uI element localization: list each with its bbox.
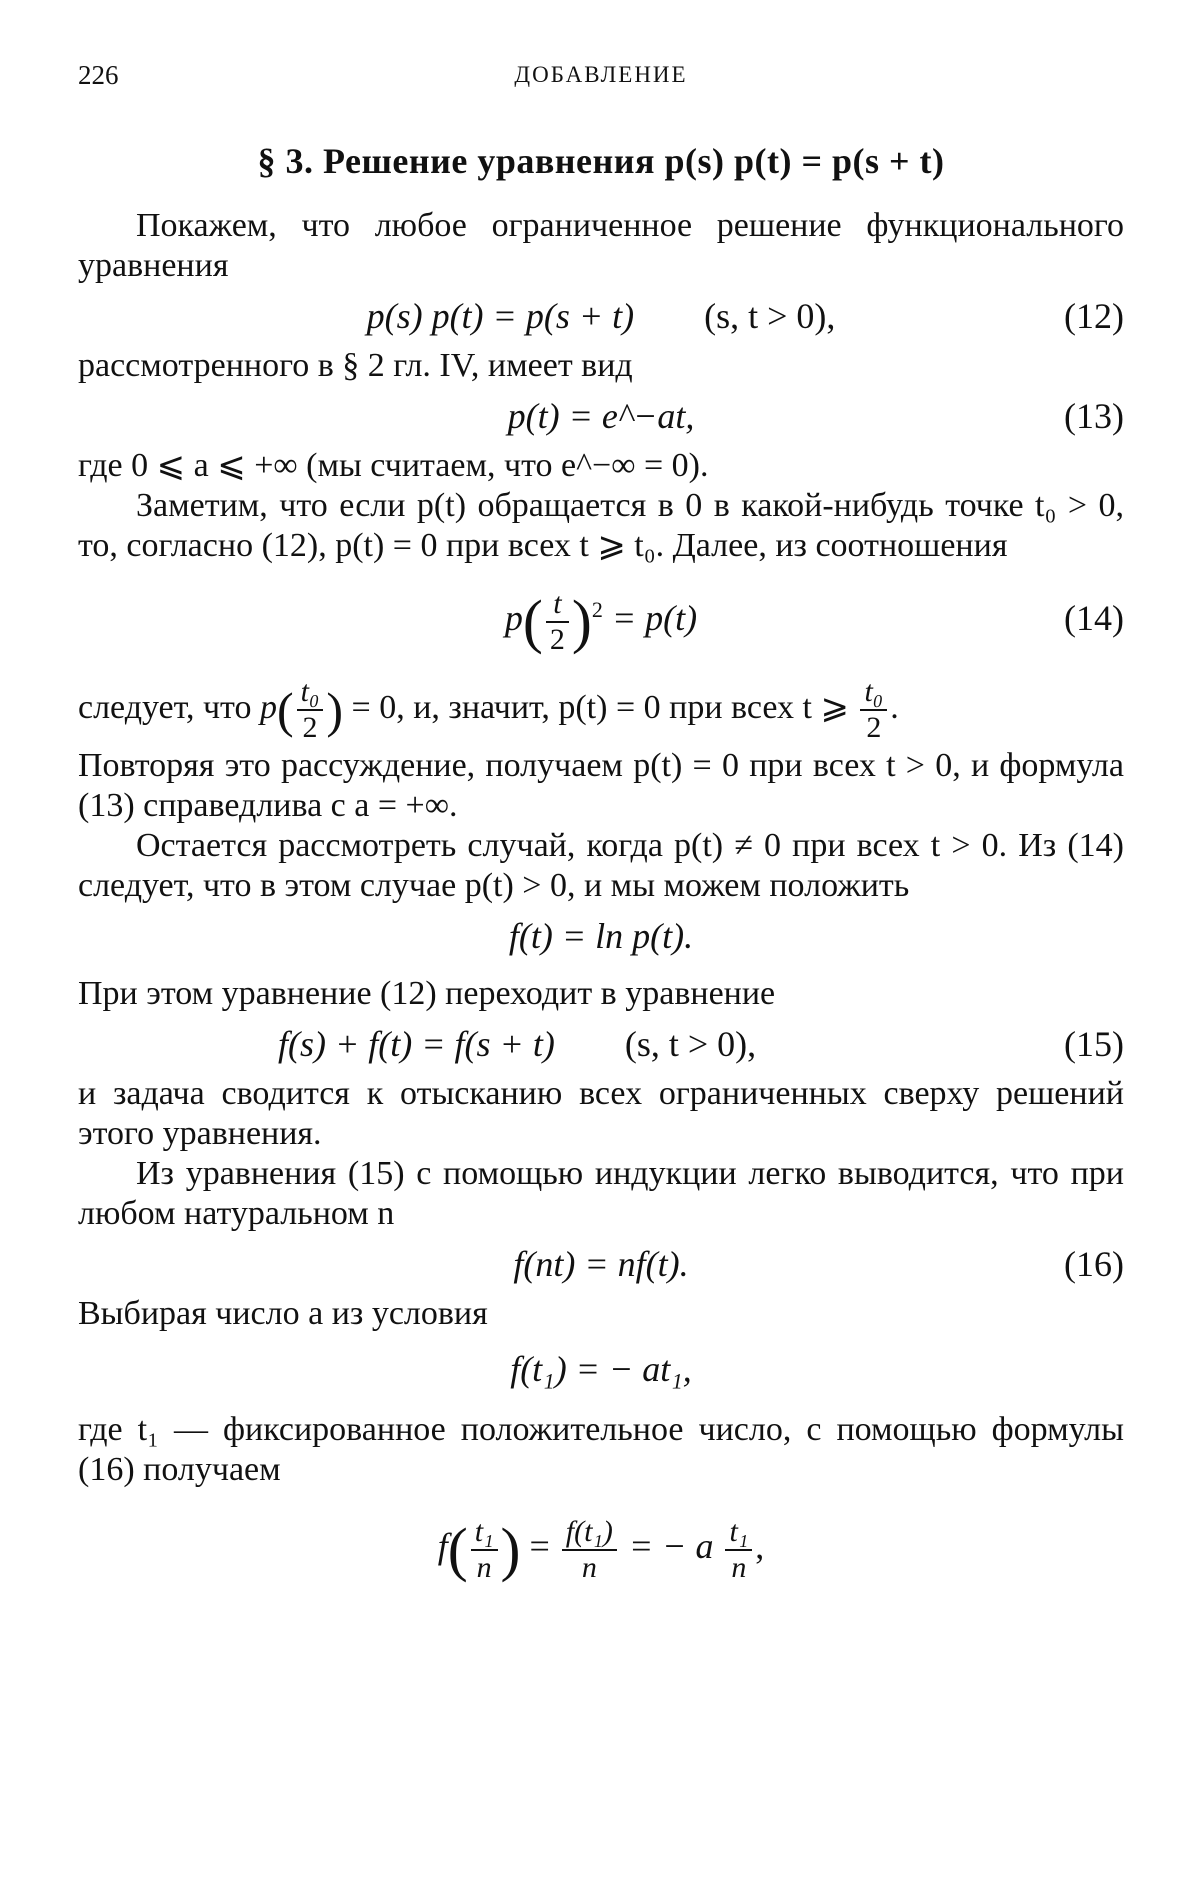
page-header — [78, 52, 1124, 96]
equation-lhs: p — [504, 598, 523, 638]
fraction: $\frac{\text{t₁}}{n}$ — [725, 1515, 752, 1585]
equation-number: (16) — [1064, 1244, 1124, 1284]
paragraph: рассмотренного в § 2 гл. IV, имеет вид — [78, 347, 633, 384]
section-title: § 3. Решение уравнения p(s) p(t) = p(s + t) — [257, 141, 945, 181]
paragraph: Заметим, что если p(t) обращается в 0 в какой-нибудь точке t₀ > 0, то, согласно (12), p(t) = 0 при всех t ⩾ t₀. Далее, из соотношения — [78, 487, 1124, 564]
equation-body: f(t₁) = − at₁, — [510, 1349, 692, 1389]
fraction: $\frac{\text{t₀}}{2}$ — [860, 675, 887, 745]
equation-condition: (s, t > 0), — [624, 1024, 757, 1064]
paragraph: Выбирая число a из условия — [78, 1295, 488, 1332]
equation-body: f(s) + f(t) = f(s + t) — [278, 1024, 555, 1064]
equation-15 — [78, 1014, 1124, 1074]
paragraph: и задача сводится к отысканию всех ограниченных сверху решений этого уравнения. — [78, 1075, 1124, 1152]
page — [78, 52, 1124, 1598]
equation-body: f(nt) = nf(t). — [513, 1244, 689, 1284]
equation-13 — [78, 386, 1124, 446]
paragraph: Из уравнения (15) с помощью индукции легко выводится, что при любом натуральном n — [78, 1155, 1124, 1232]
fraction: $\frac{\text{f(t₁)}}{n}$ — [562, 1515, 617, 1585]
equation-final: f( $\frac{\text{t₁}}{n}$ ) = $\frac{\text{f(t₁)}}{n}$ = − a $\frac{\text{t₁}}{n}$ , — [437, 1514, 765, 1584]
paragraph: где t₁ — фиксированное положительное число, с помощью формулы (16) получаем — [78, 1411, 1124, 1488]
fraction: $\frac{t}{2}$ — [546, 587, 569, 657]
equation-body: f(t) = ln p(t). — [508, 916, 694, 956]
equation-12 — [78, 286, 1124, 346]
paragraph: Остается рассмотреть случай, когда p(t) ≠ 0 при всех t > 0. Из (14) следует, что в этом случае p(t) > 0, и мы можем положить — [78, 827, 1124, 904]
equation-body: p(s) p(t) = p(s + t) — [366, 296, 635, 336]
equation-condition-a — [78, 1334, 1124, 1404]
fraction: $\frac{\text{t₁}}{n}$ — [471, 1515, 498, 1585]
equation-number: (12) — [1064, 296, 1124, 336]
equation-condition: (s, t > 0), — [704, 296, 836, 336]
equation-rhs: = p(t) — [611, 598, 698, 638]
paragraph: Повторяя это рассуждение, получаем p(t) = 0 при всех t > 0, и формула (13) справедлива с a = +∞. — [78, 747, 1124, 824]
equation-number: (15) — [1064, 1024, 1124, 1064]
page-number: 226 — [78, 60, 119, 90]
paragraph: Покажем, что любое ограниченное решение функционального уравнения — [78, 207, 1124, 284]
equation-number: (13) — [1064, 396, 1124, 436]
equation-log — [78, 906, 1124, 966]
paragraph: где 0 ⩽ a ⩽ +∞ (мы считаем, что e^−∞ = 0). — [78, 447, 709, 484]
equation-14: p( $\frac{t}{2}$ )$^2$ = p(t) (14) — [78, 566, 1124, 670]
paragraph: При этом уравнение (12) переходит в уравнение — [78, 975, 776, 1012]
equation-number: (14) — [1064, 598, 1124, 638]
paragraph-inline-math: следует, что p( $\frac{\text{t₀}}{2}$ ) = 0, и, значит, p(t) = 0 при всех t ⩾ $\frac{\text{t₀}}{2}$ . — [78, 675, 899, 745]
fraction: $\frac{\text{t₀}}{2}$ — [297, 675, 324, 745]
equation-body: p(t) = e^−at, — [507, 396, 695, 436]
equation-16 — [78, 1234, 1124, 1294]
running-title: ДОБАВЛЕНИЕ — [514, 62, 688, 87]
